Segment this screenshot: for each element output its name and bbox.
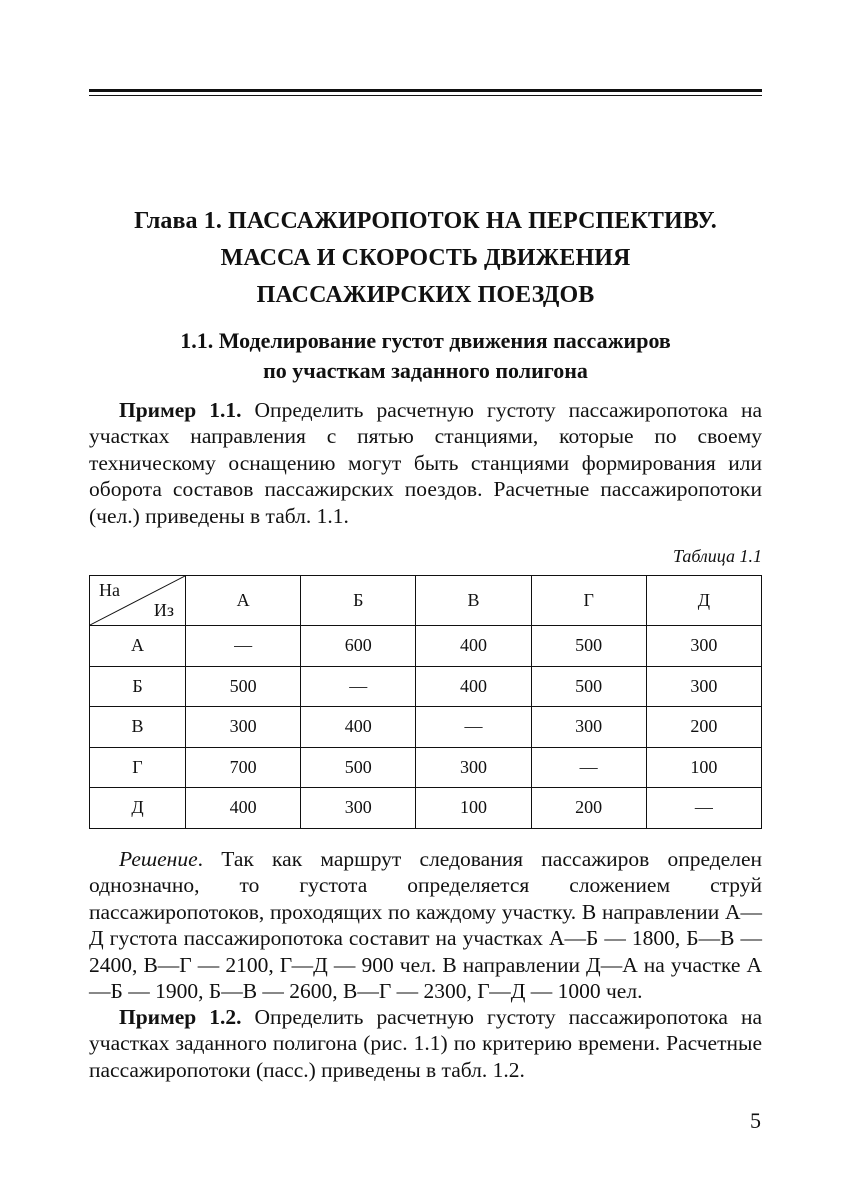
table-cell: 300 (301, 788, 416, 829)
table-cell: 100 (646, 747, 761, 788)
table-cell: 100 (416, 788, 531, 829)
table-header-row (90, 576, 762, 626)
table-cell: 200 (531, 788, 646, 829)
table-cell: 300 (416, 747, 531, 788)
solution-text: . Так как маршрут следования пассажиров определен однозначно, то густота определяется сложением струй пассажиропотоков, проходящих по каждому участку. В направлении А—Д густота пассажиропотока составит на участках А—Б — 1800, Б—В — 2400, В—Г — 2100, Г—Д — 900 чел. В направлении Д—А на участке А—Б — 1900, Б—В — 2600, В—Г — 2300, Г—Д — 1000 чел. (89, 847, 762, 1004)
chapter-title-line: ПАССАЖИРСКИХ ПОЕЗДОВ (256, 282, 595, 308)
corner-label-from: Из (153, 600, 174, 620)
table-cell: 400 (186, 788, 301, 829)
chapter-title-line: МАССА И СКОРОСТЬ ДВИЖЕНИЯ (220, 245, 631, 271)
table-cell: 400 (416, 626, 531, 667)
example-1-text: Определить расчетную густоту пассажиропотока на участках направления с пятью станциями, которые по своему техническому оснащению могут быть станциями формирования или оборота составов пассажирских поездов. Расчетные пассажиропотоки (чел.) приведены в табл. 1.1. (89, 398, 762, 528)
row-header: Б (90, 666, 186, 707)
table-cell: 300 (646, 666, 761, 707)
table-cell: — (416, 707, 531, 748)
column-header: В (416, 576, 531, 626)
row-header: Г (90, 747, 186, 788)
section-title (89, 326, 762, 386)
table-row (90, 707, 762, 748)
row-header: В (90, 707, 186, 748)
chapter-title (89, 203, 762, 314)
page-number: 5 (750, 1108, 761, 1133)
table-row (90, 626, 762, 667)
table-cell: — (531, 747, 646, 788)
example-2-paragraph (89, 1004, 762, 1083)
table-cell: 500 (186, 666, 301, 707)
row-header: А (90, 626, 186, 667)
column-header: Г (531, 576, 646, 626)
table-cell: 700 (186, 747, 301, 788)
passenger-flow-table (89, 575, 762, 829)
table-row (90, 666, 762, 707)
column-header: Д (646, 576, 761, 626)
table-cell: 400 (416, 666, 531, 707)
table-cell: 300 (531, 707, 646, 748)
table-row (90, 788, 762, 829)
example-1-label: Пример 1.1. (119, 398, 242, 422)
table-cell: 600 (301, 626, 416, 667)
table-cell: 500 (531, 666, 646, 707)
table-row (90, 747, 762, 788)
table-corner-cell (90, 576, 186, 626)
table-cell: 300 (186, 707, 301, 748)
example-1-paragraph (89, 397, 762, 529)
table-cell: — (186, 626, 301, 667)
corner-label-to: На (99, 580, 120, 600)
table-cell: 200 (646, 707, 761, 748)
row-header: Д (90, 788, 186, 829)
solution-paragraph (89, 846, 762, 1004)
top-rule-thick (89, 89, 762, 92)
table-caption: Таблица 1.1 (672, 546, 762, 566)
table-cell: — (646, 788, 761, 829)
column-header: А (186, 576, 301, 626)
table-cell: 500 (301, 747, 416, 788)
section-title-line: 1.1. Моделирование густот движения пассажиров (180, 328, 671, 353)
table-cell: 400 (301, 707, 416, 748)
example-2-label: Пример 1.2. (119, 1005, 242, 1029)
table-cell: 500 (531, 626, 646, 667)
table-cell: — (301, 666, 416, 707)
top-rule-thin (89, 95, 762, 96)
example-2-text: Определить расчетную густоту пассажиропотока на участках заданного полигона (рис. 1.1) по критерию времени. Расчетные пассажиропотоки (пасс.) приведены в табл. 1.2. (89, 1005, 762, 1082)
section-title-line: по участкам заданного полигона (263, 358, 588, 383)
solution-label: Решение (119, 847, 198, 871)
column-header: Б (301, 576, 416, 626)
table-cell: 300 (646, 626, 761, 667)
chapter-title-line: Глава 1. ПАССАЖИРОПОТОК НА ПЕРСПЕКТИВУ. (134, 208, 717, 234)
